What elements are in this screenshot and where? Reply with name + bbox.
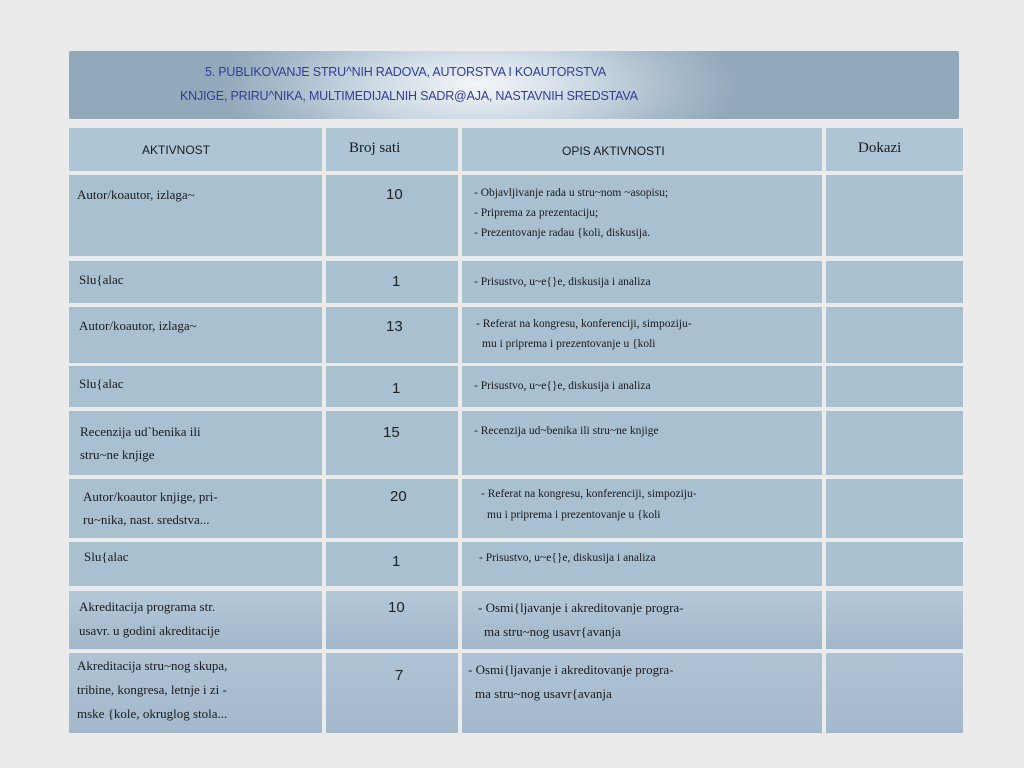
aktivnost-text: Recenzija ud`benika ili — [80, 424, 201, 439]
hours-value: 13 — [386, 318, 403, 335]
table-row-3-dokazi — [826, 307, 963, 363]
opis-line: - Osmi{ljavanje i akreditovanje progra- — [468, 662, 674, 677]
aktivnost-text: Autor/koautor, izlaga~ — [77, 187, 195, 202]
opis-line: - Recenzija ud~benika ili stru~ne knjige — [474, 425, 659, 437]
table-row-8-broj-sati — [326, 591, 458, 649]
table-row-4-dokazi — [826, 366, 963, 407]
header-broj-sati-label: Broj sati — [349, 140, 401, 156]
opis-line: - Prisustvo, u~e{}e, diskusija i analiza — [479, 552, 656, 564]
table-row-3-opis — [462, 307, 822, 363]
table-row-8-dokazi — [826, 591, 963, 649]
table-row-1-dokazi — [826, 175, 963, 256]
header-broj-sati — [326, 128, 458, 171]
opis-line: - Referat na kongresu, konferenciji, simpoziju- — [476, 318, 692, 330]
table-row-4-broj-sati — [326, 366, 458, 407]
aktivnost-text: ru~nika, nast. sredstva... — [83, 512, 210, 527]
hours-value: 1 — [392, 273, 401, 290]
hours-value: 7 — [395, 667, 404, 684]
opis-line: ma stru~nog usavr{avanja — [475, 686, 612, 701]
table-row-4-aktivnost — [69, 366, 322, 407]
opis-line: - Objavljivanje rada u stru~nom ~asopisu; — [474, 187, 669, 199]
table-row-6-broj-sati — [326, 479, 458, 538]
table-row-2-broj-sati — [326, 261, 458, 303]
opis-line: - Prisustvo, u~e{}e, diskusija i analiza — [474, 380, 651, 392]
header-aktivnost-label: AKTIVNOST — [142, 143, 211, 157]
table-row-7-aktivnost — [69, 542, 322, 586]
aktivnost-text: Slu{alac — [79, 376, 124, 391]
opis-line: - Referat na kongresu, konferenciji, simpoziju- — [481, 488, 697, 500]
table-row-2-opis — [462, 261, 822, 303]
table-row-8-opis — [462, 591, 822, 649]
header-aktivnost — [69, 128, 322, 171]
table-row-6-aktivnost — [69, 479, 322, 538]
table-row-6-dokazi — [826, 479, 963, 538]
table-row-7-opis — [462, 542, 822, 586]
opis-line: mu i priprema i prezentovanje u {koli — [482, 338, 656, 350]
table-row-5-broj-sati — [326, 411, 458, 475]
table-row-2-dokazi — [826, 261, 963, 303]
hours-value: 15 — [383, 424, 400, 441]
table-row-1-opis — [462, 175, 822, 256]
table-row-5-dokazi — [826, 411, 963, 475]
table-row-7-dokazi — [826, 542, 963, 586]
table-row-5-opis — [462, 411, 822, 475]
opis-line: - Priprema za prezentaciju; — [474, 207, 599, 219]
hours-value: 20 — [390, 488, 407, 505]
title-line-1: 5. PUBLIKOVANJE STRU^NIH RADOVA, AUTORSTVA I KOAUTORSTVA — [205, 65, 607, 79]
table-row-1-aktivnost — [69, 175, 322, 256]
table-row-9-aktivnost — [69, 653, 322, 733]
opis-line: mu i priprema i prezentovanje u {koli — [487, 509, 661, 521]
table-row-4-opis — [462, 366, 822, 407]
header-opis — [462, 128, 822, 171]
opis-line: - Osmi{ljavanje i akreditovanje progra- — [478, 600, 684, 615]
table-row-2-aktivnost — [69, 261, 322, 303]
hours-value: 10 — [388, 599, 405, 616]
table-row-1-broj-sati — [326, 175, 458, 256]
table-row-9-dokazi — [826, 653, 963, 733]
aktivnost-text: Slu{alac — [84, 549, 129, 564]
title-banner — [69, 51, 959, 119]
hours-value: 10 — [386, 186, 403, 203]
aktivnost-text: mske {kole, okruglog stola... — [77, 706, 228, 721]
title-line-2: KNJIGE, PRIRU^NIKA, MULTIMEDIJALNIH SADR@AJA, NASTAVNIH SREDSTAVA — [180, 89, 638, 103]
table-row-3-broj-sati — [326, 307, 458, 363]
table-row-8-aktivnost — [69, 591, 322, 649]
header-dokazi-label: Dokazi — [858, 140, 902, 156]
hours-value: 1 — [392, 380, 401, 397]
table-row-9-broj-sati — [326, 653, 458, 733]
aktivnost-text: tribine, kongresa, letnje i zi - — [77, 682, 227, 697]
table-row-7-broj-sati — [326, 542, 458, 586]
opis-line: - Prisustvo, u~e{}e, diskusija i analiza — [474, 276, 651, 288]
opis-line: ma stru~nog usavr{avanja — [484, 624, 621, 639]
aktivnost-text: usavr. u godini akreditacije — [79, 623, 220, 638]
header-opis-label: OPIS AKTIVNOSTI — [562, 144, 665, 158]
aktivnost-text: Akreditacija programa str. — [79, 599, 216, 614]
aktivnost-text: Autor/koautor, izlaga~ — [79, 318, 197, 333]
hours-value: 1 — [392, 553, 401, 570]
aktivnost-text: Akreditacija stru~nog skupa, — [77, 658, 228, 673]
table-row-5-aktivnost — [69, 411, 322, 475]
table-row-6-opis — [462, 479, 822, 538]
aktivnost-text: Autor/koautor knjige, pri- — [83, 489, 218, 504]
table-row-9-opis — [462, 653, 822, 733]
opis-line: - Prezentovanje radau {koli, diskusija. — [474, 227, 651, 239]
table-row-3-aktivnost — [69, 307, 322, 363]
aktivnost-text: stru~ne knjige — [80, 447, 155, 462]
header-dokazi — [826, 128, 963, 171]
aktivnost-text: Slu{alac — [79, 272, 124, 287]
